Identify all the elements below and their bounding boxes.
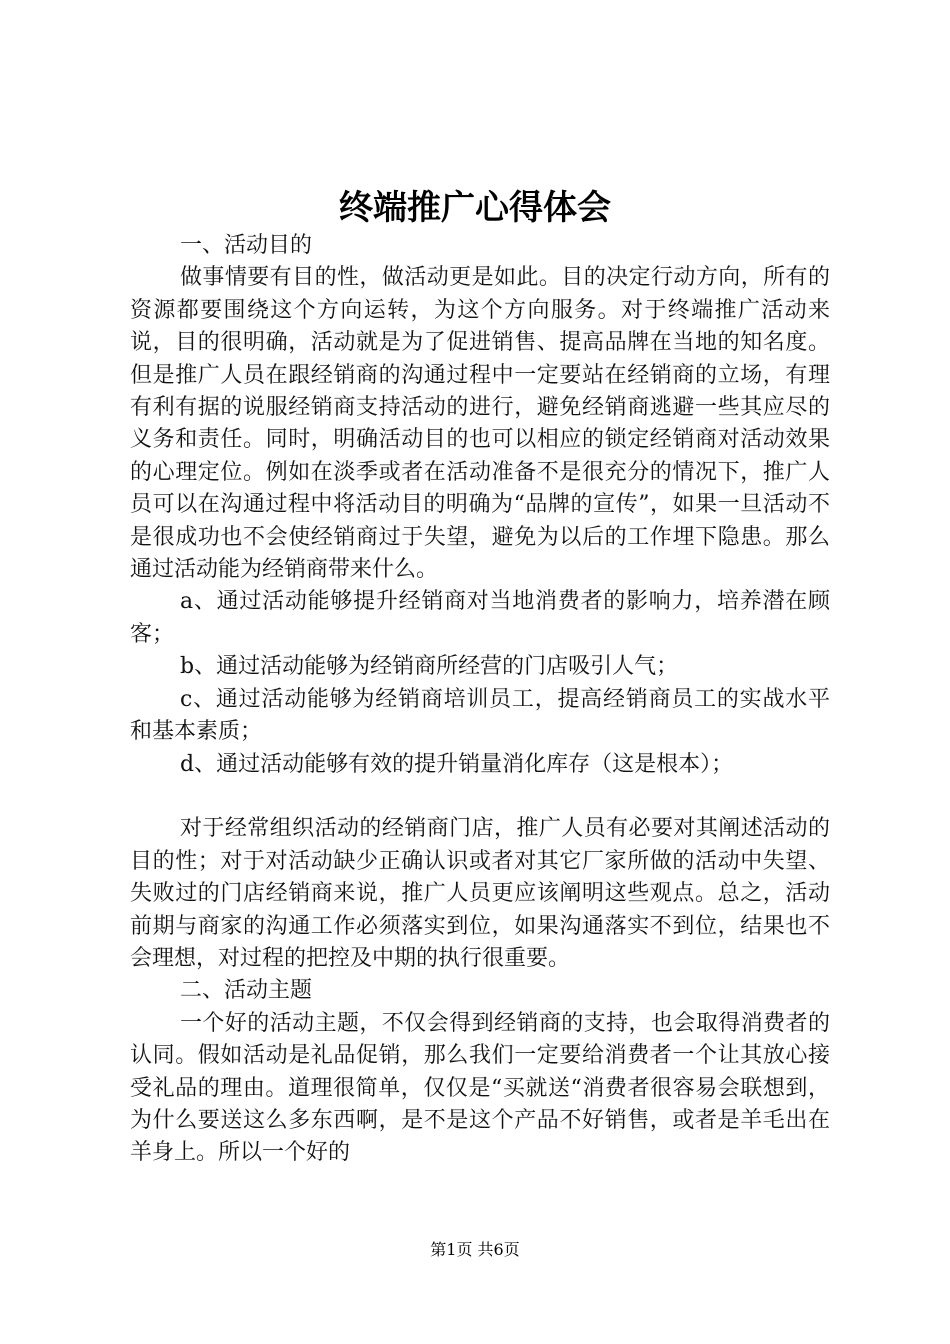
document-body (130, 230, 830, 1170)
body-paragraph: 一个好的活动主题，不仅会得到经销商的支持，也会取得消费者的认同。假如活动是礼品促销，那么我们一定要给消费者一个让其放心接受礼品的理由。道理很简单，仅仅是“买就送“消费者很容易会联想到，为什么要送这么多东西啊，是不是这个产品不好销售，或者是羊毛出在羊身上。所以一个好的 (130, 1010, 830, 1166)
section-heading: 二、活动主题 (180, 978, 313, 1004)
list-item: a、通过活动能够提升经销商对当地消费者的影响力，培养潜在顾客； (130, 589, 830, 647)
blank-line (130, 781, 830, 813)
document-title: 终端推广心得体会 (339, 188, 611, 228)
list-item: d、通过活动能够有效的提升销量消化库存（这是根本）； (180, 751, 734, 777)
page-footer: 第1页 共6页 (430, 1240, 520, 1259)
list-item: c、通过活动能够为经销商培训员工，提高经销商员工的实战水平和基本素质； (130, 686, 830, 745)
section-heading: 一、活动目的 (180, 233, 313, 258)
body-paragraph: 做事情要有目的性，做活动更是如此。目的决定行动方向，所有的资源都要围绕这个方向运转，为这个方向服务。对于终端推广活动来说，目的很明确，活动就是为了促进销售、提高品牌在当地的知名度。但是推广人员在跟经销商的沟通过程中一定要站在经销商的立场，有理有利有据的说服经销商支持活动的进行，避免经销商逃避一些其应尽的义务和责任。同时，明确活动目的也可以相应的锁定经销商对活动效果的心理定位。例如在淡季或者在活动准备不是很充分的情况下，推广人员可以在沟通过程中将活动目的明确为“品牌的宣传”，如果一旦活动不是很成功也不会使经销商过于失望，避免为以后的工作埋下隐患。那么通过活动能为经销商带来什么。 (130, 265, 830, 583)
body-paragraph: 对于经常组织活动的经销商门店，推广人员有必要对其阐述活动的目的性；对于对活动缺少正确认识或者对其它厂家所做的活动中失望、失败过的门店经销商来说，推广人员更应该阐明这些观点。总之，活动前期与商家的沟通工作必须落实到位，如果沟通落实不到位，结果也不会理想，对过程的把控及中期的执行很重要。 (130, 816, 830, 971)
list-item: b、通过活动能够为经销商所经营的门店吸引人气； (180, 654, 679, 680)
